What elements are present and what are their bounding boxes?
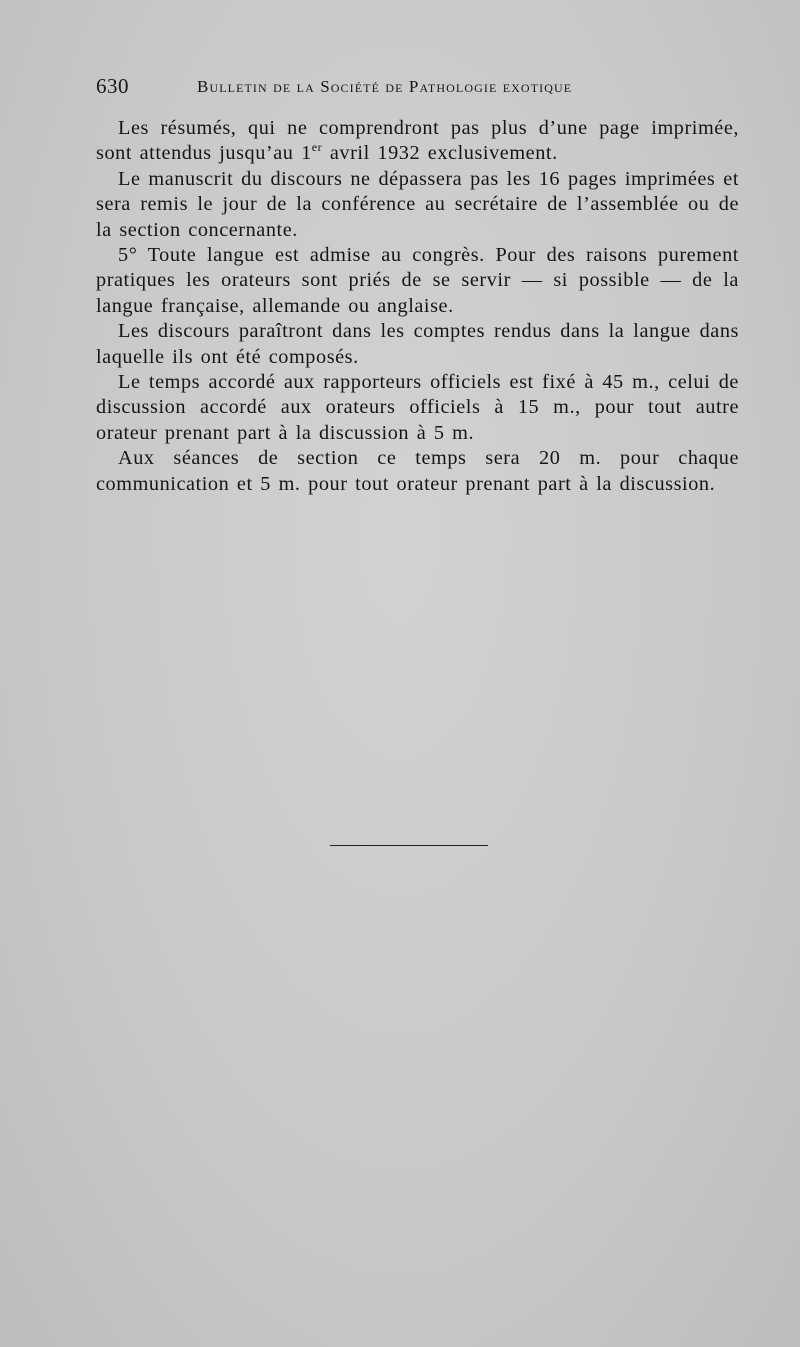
section-end-rule xyxy=(330,845,488,846)
paragraph-resumes xyxy=(96,116,739,167)
page-number: 630 xyxy=(96,74,129,98)
paragraph-text: Les résumés, qui ne comprendront pas plus d’une page imprimée, sont attendus jusqu’au 1 xyxy=(96,117,739,165)
paragraph-temps-accorde: Le temps accordé aux rapporteurs officiels est fixé à 45 m., celui de discussion accordé aux orateurs officiels à 15 m., pour tout autre orateur prenant part à la discussion à 5 m. xyxy=(96,371,739,444)
paragraph-text-continued: avril 1932 exclusivement. xyxy=(322,142,558,165)
paragraph-comptes-rendus: Les discours paraîtront dans les comptes rendus dans la langue dans laquelle ils ont été composés. xyxy=(96,320,739,368)
journal-title: Bulletin de la Société de Pathologie exotique xyxy=(197,77,573,96)
body-text xyxy=(96,116,739,497)
superscript-er: er xyxy=(311,140,323,155)
running-header xyxy=(96,74,746,100)
paragraph-manuscrit: Le manuscrit du discours ne dépassera pas les 16 pages imprimées et sera remis le jour de la conférence au secrétaire de l’assemblée ou de la section concernante. xyxy=(96,167,739,241)
paragraph-langue: 5° Toute langue est admise au congrès. Pour des raisons purement pratiques les orateurs sont priés de se servir — si possible — de la langue française, allemande ou anglaise. xyxy=(96,244,739,317)
paragraph-seances-section: Aux séances de section ce temps sera 20 m. pour chaque communication et 5 m. pour tout orateur prenant part à la discussion. xyxy=(96,447,739,495)
